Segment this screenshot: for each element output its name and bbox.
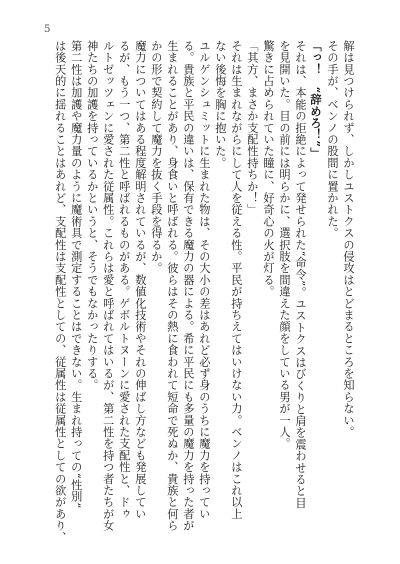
text-line: るが、もう一つ、第二性と呼ばれるものがある。ゲボルトヌーンに愛された支配性と、ドゥ — [117, 40, 131, 520]
text-line: 第二性は加護や魔力量のように魔術具で測定することはできない。生まれ持っての“性別” — [69, 40, 83, 509]
text-line: 驚きに占められていた瞳に、好奇心の火が灯る。 — [261, 40, 275, 298]
text-line: 魔力についてはある程度解明されているが、数値化技術やそれの伸ばし方なども発展してい — [133, 40, 147, 520]
text-line: ルトゼッツェンに愛された従属性。これらは愛と呼ばれてはいるが、第二性を持つ者たちが女 — [101, 40, 115, 532]
dialogue-line: 「其方、まさか支配性持ちか！」 — [245, 40, 259, 216]
text-line: を見開いた。目の前には明らかに、選択肢を間違えた顔をしている男が一人。 — [277, 40, 291, 450]
text-line: それは生まれながらにして人を従える性。平民が持ちえてはいけない力。ベンノはこれ以上 — [229, 40, 243, 520]
text-line: ない後悔を胸に抱いた。 — [213, 40, 227, 169]
text-line: 生まれることがあり、身食いと呼ばれる。彼らはその熱に食われて短命で死ぬか、貴族と何ら — [165, 40, 179, 532]
page-number: 5 — [44, 24, 51, 35]
text-line: かの形で契約して魔力を抜く手段を得るか。 — [149, 40, 163, 274]
text-line: る。貴族と平民の違いは、保有できる魔力の器による。希に平民にも多量の魔力を持った者が — [181, 40, 195, 532]
text-line: その手が、ベンノの股間に置かれた。 — [325, 40, 339, 239]
text-line: 解は見つけられず、しかしユストクスの侵攻はとどまるところを知らない。 — [342, 40, 355, 438]
text-line: 神たちの加護を持っているかというと、そうでもなかったりする。 — [85, 40, 99, 391]
text-line: は後天的に揺れることはあれど、支配性は支配性としての、従属性は従属性としての欲があり、 — [53, 40, 67, 544]
novel-text-body — [40, 40, 356, 544]
text-line: ユルゲンシュミットに生まれた物は、その大小の差はあれど必ず身のうちに魔力を持ってい — [197, 40, 211, 520]
text-line: それは、本能の拒絶によって発せられた“命令”。ユストクスはびくりと肩を震わせると目 — [293, 40, 307, 509]
dialogue-line-command: 「っ！ “辞めろ！”」 — [308, 40, 323, 160]
